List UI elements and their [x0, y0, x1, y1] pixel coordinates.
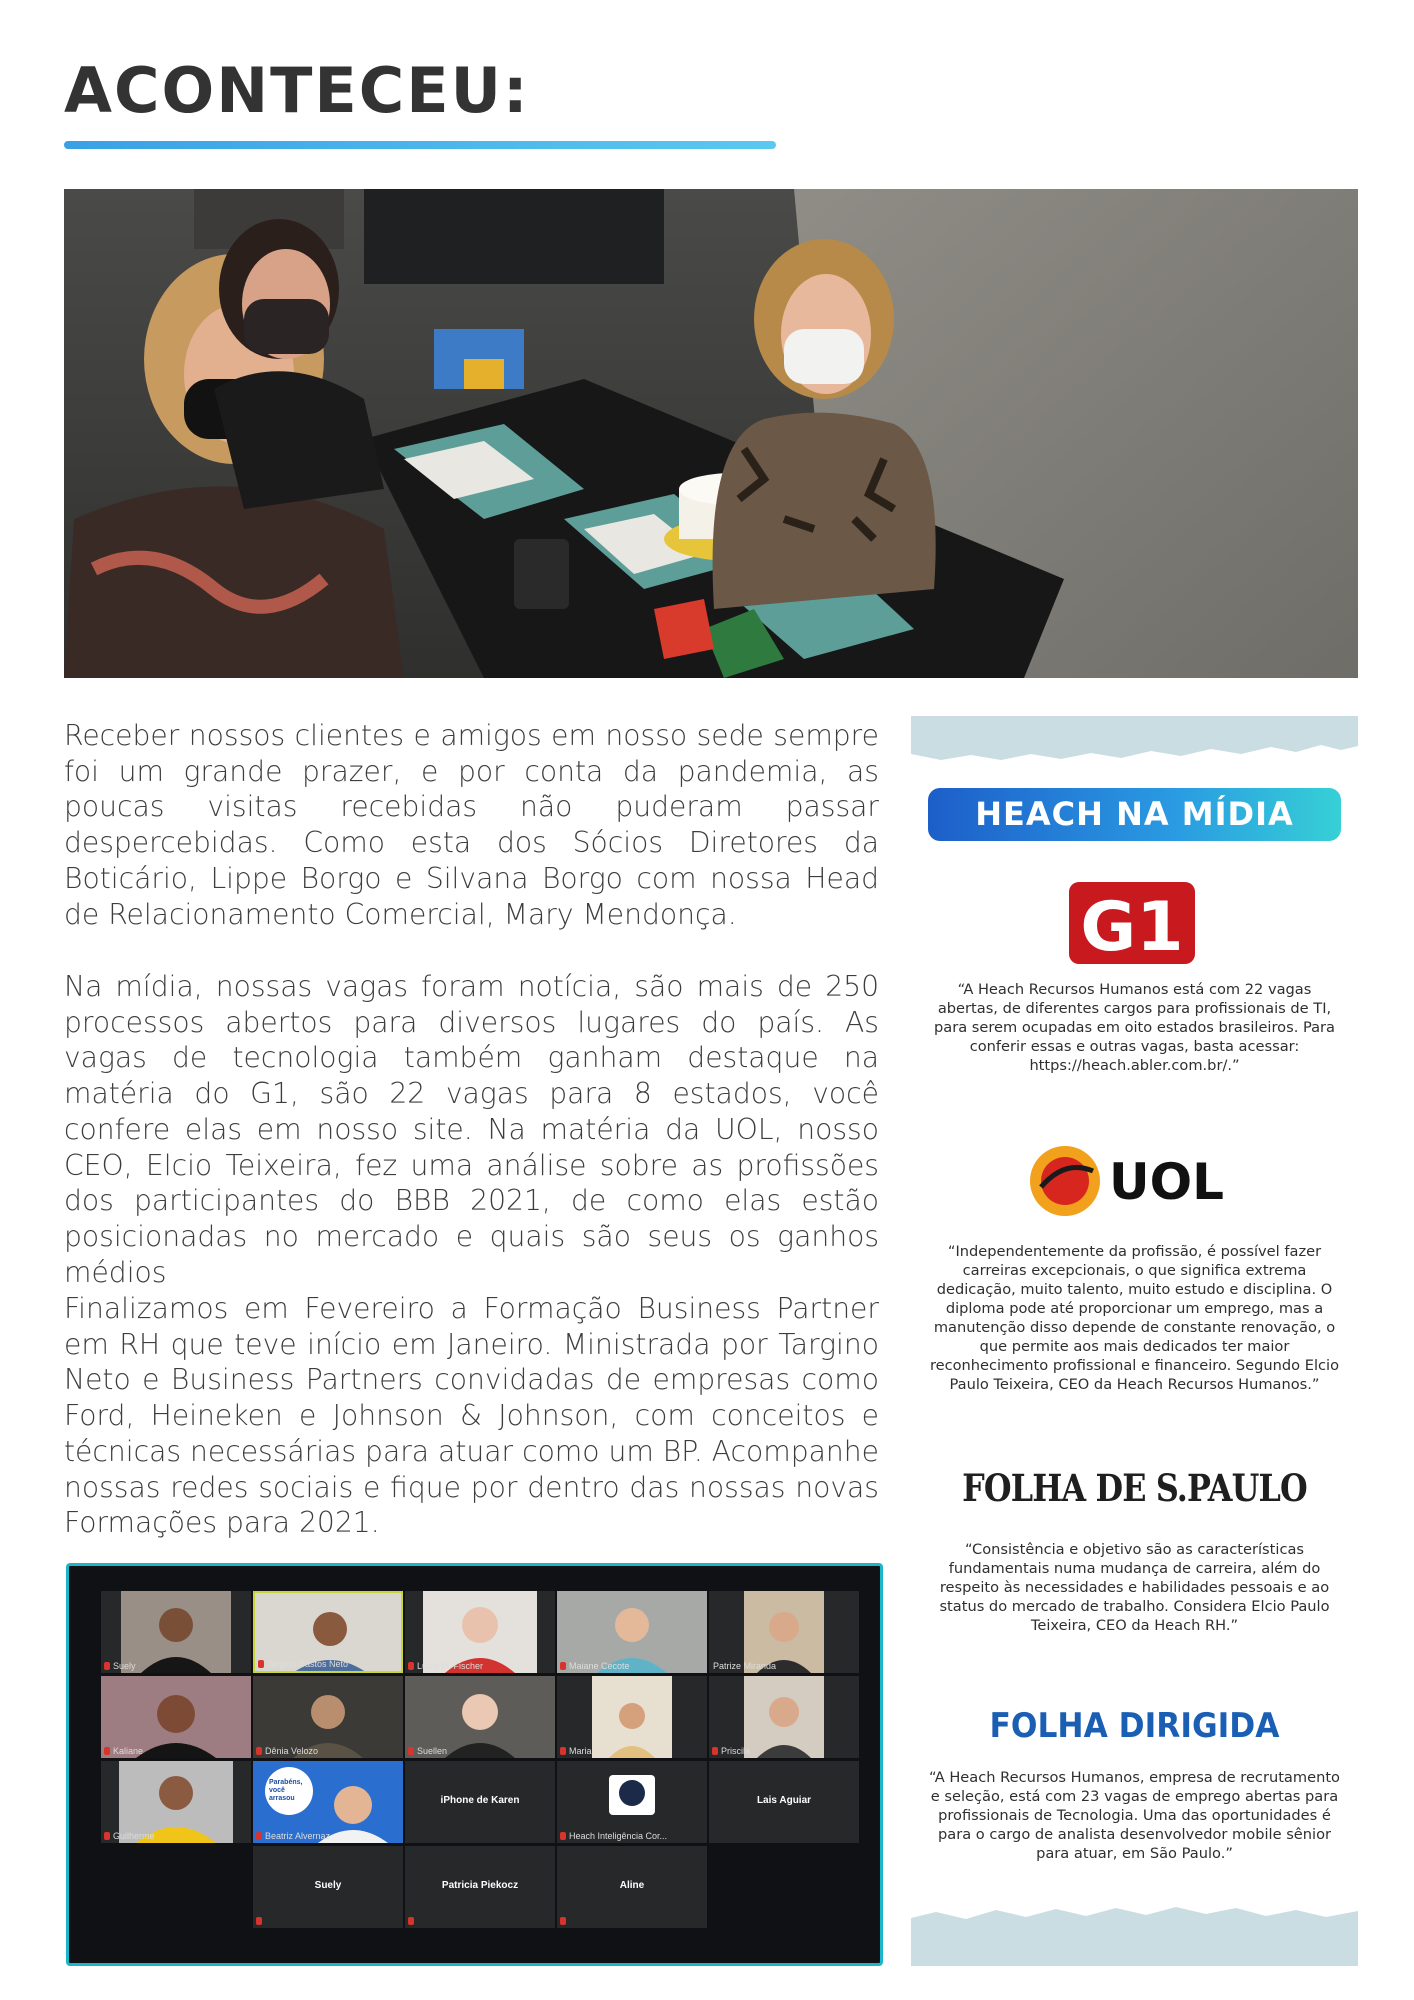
media-section-badge: HEACH NA MÍDIA — [928, 788, 1341, 841]
page-title: ACONTECEU: — [64, 54, 530, 127]
torn-paper-top — [911, 716, 1358, 766]
meeting-photo-illustration — [64, 189, 1358, 678]
participant-tile — [557, 1676, 707, 1758]
participant-name: Dênia Velozo — [265, 1746, 319, 1756]
participant-tile — [709, 1761, 859, 1843]
participant-name: Aline — [619, 1880, 645, 1891]
uol-quote: “Independentemente da profissão, é possível fazer carreiras excepcionais, o que significa extrema dedicação, muito talento, muito estudo e disciplina. O diploma pode até proporcionar um emprego, mas a manutenção disso depende de constante renovação, o que permite aos mais dedicados ter maior reconhecimento profissional e financeiro. Segundo Elcio Paulo Teixeira, CEO da Heach Recursos Humanos.” — [929, 1243, 1340, 1393]
banner-text: Parabéns, você arrasou — [269, 1779, 303, 1802]
participant-tile — [557, 1846, 707, 1928]
participant-tile — [405, 1676, 555, 1758]
uol-logo-text: UOL — [1109, 1153, 1224, 1211]
participant-tile — [405, 1761, 555, 1843]
participant-name: Suellen — [417, 1746, 448, 1756]
participant-name: Luiza M. Fischer — [417, 1661, 484, 1671]
article-paragraph-1: Receber nossos clientes e amigos em nosso sede sempre foi um grande prazer, e por conta da pandemia, as poucas visitas recebidas não puderam passar despercebidas. Como esta dos Sócios Diretores da Boticário, Lippe Borgo e Silvana Borgo com nossa Head de Relacionamento Comercial, Mary Mendonça. — [64, 719, 879, 931]
participant-name: Maiane Cecote — [569, 1661, 630, 1671]
article-paragraph-2: Na mídia, nossas vagas foram notícia, são mais de 250 processos abertos para diversos lugares do país. As vagas de tecnologia também ganham destaque na matéria do G1, são 22 vagas para 8 estados, você confere elas em nosso site. Na matéria da UOL, nosso CEO, Elcio Teixeira, fez uma análise sobre as profissões dos participantes do BBB 2021, de como elas estão posicionadas no mercado e quais são seus os ganhos médios — [64, 970, 879, 1289]
participant-name: Targino Bastos Neto — [267, 1659, 349, 1669]
participant-tile — [557, 1761, 707, 1843]
participant-tile — [709, 1676, 859, 1758]
participant-name: Patricia Piekocz — [441, 1880, 519, 1891]
uol-logo — [1027, 1141, 1247, 1221]
participant-tile — [253, 1846, 403, 1928]
participant-name: Maria — [569, 1746, 592, 1756]
article-paragraph-3: Finalizamos em Fevereiro a Formação Business Partner em RH que teve início em Janeiro. Ministrada por Targino Neto e Business Partners convidadas de empresas como Ford, Heineken e Johnson & Johnson, com conceitos e técnicas necessárias para atuar como um BP. Acompanhe nossas redes sociais e fique por dentro das nossas novas Formações para 2021. — [64, 1292, 879, 1540]
participant-name: Beatriz Alvernaz — [265, 1831, 331, 1841]
participant-name: Suely — [113, 1661, 136, 1671]
participant-name: Patrize Miranda — [713, 1661, 777, 1671]
g1-logo — [1067, 878, 1197, 968]
participant-tile-active — [253, 1591, 403, 1673]
participant-tile — [253, 1761, 403, 1843]
folha-sp-logo: FOLHA DE S.PAULO — [962, 1466, 1307, 1510]
participant-name: Heach Inteligência Cor... — [569, 1831, 668, 1841]
participant-tile — [101, 1591, 251, 1673]
folha-sp-quote: “Consistência e objetivo são as características fundamentais numa mudança de carreira, além do respeito às necessidades e habilidades pessoais e ao status do mercado de trabalho. Considera Elcio Paulo Teixeira, CEO da Heach RH.” — [939, 1541, 1330, 1634]
participant-tile — [101, 1761, 251, 1843]
participant-tile — [709, 1591, 859, 1673]
media-panel — [911, 716, 1358, 1966]
meeting-photo — [64, 189, 1358, 678]
participant-tile — [405, 1846, 555, 1928]
participant-name: Guilherme — [113, 1831, 155, 1841]
participant-tile — [253, 1676, 403, 1758]
torn-paper-bottom — [911, 1904, 1358, 1966]
participant-tile — [405, 1591, 555, 1673]
folha-dirigida-quote: “A Heach Recursos Humanos, empresa de recrutamento e seleção, está com 23 vagas de emprego abertas para profissionais de Tecnologia. Uma das oportunidades é para o cargo de analista desenvolvedor mobile sênior para atuar, em São Paulo.” — [929, 1769, 1340, 1862]
participant-name: Kaliane — [113, 1746, 144, 1756]
g1-quote: “A Heach Recursos Humanos está com 22 vagas abertas, de diferentes cargos para profissionais de TI, para serem ocupadas em oito estados brasileiros. Para conferir essas e outras vagas, basta acessar: https://heach.abler.com.br/.” — [934, 981, 1335, 1074]
folha-dirigida-logo: FOLHA DIRIGIDA — [989, 1706, 1280, 1746]
participant-tile — [101, 1676, 251, 1758]
g1-logo-text: G1 — [1080, 888, 1184, 967]
participant-tile — [557, 1591, 707, 1673]
participant-name: iPhone de Karen — [440, 1795, 520, 1806]
video-call-screenshot — [66, 1563, 883, 1966]
title-underline — [64, 141, 776, 149]
participant-name: Lais Aguiar — [756, 1795, 812, 1806]
participant-name: Priscila — [721, 1746, 751, 1756]
participant-name: Suely — [314, 1880, 342, 1891]
